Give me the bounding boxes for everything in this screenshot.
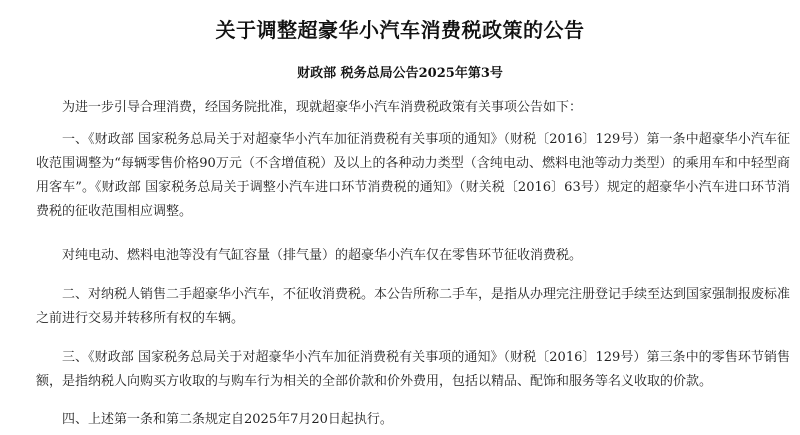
clause-two-paragraph: 二、对纳税人销售二手超豪华小汽车，不征收消费税。本公告所称二手车，是指从办理完注册登记手续至达到国家强制报废标准之前进行交易并转移所有权的车辆。 <box>36 287 791 326</box>
clause-four-paragraph: 四、上述第一条和第二条规定自2025年7月20日起执行。 <box>62 412 393 427</box>
clause-one-supplement-paragraph: 对纯电动、燃料电池等没有气缸容量（排气量）的超豪华小汽车仅在零售环节征收消费税。 <box>62 248 583 263</box>
document-title: 关于调整超豪华小汽车消费税政策的公告 <box>215 18 585 42</box>
intro-paragraph: 为进一步引导合理消费，经国务院批准，现就超豪华小汽车消费税政策有关事项公告如下： <box>62 100 583 115</box>
clause-three-paragraph: 三、《财政部 国家税务总局关于对超豪华小汽车加征消费税有关事项的通知》（财税〔2016〕129号）第三条中的零售环节销售额，是指纳税人向购买方收取的与购车行为相关的全部价款和价外费用，包括以精品、配饰和服务等名义收取的价款。 <box>36 350 790 389</box>
clause-one-paragraph: 一、《财政部 国家税务总局关于对超豪华小汽车加征消费税有关事项的通知》（财税〔2016〕129号）第一条中超豪华小汽车征收范围调整为“每辆零售价格90万元（不含增值税）及以上的各种动力类型（含纯电动、燃料电池等动力类型）的乘用车和中轻型商用客车”。《财政部 国家税务总局关于调整小汽车进口环节消费税的通知》（财关税〔2016〕63号）规定的超豪华小汽车进口环节消费税的征收范围相应调整。 <box>36 132 790 219</box>
document-number: 财政部 税务总局公告2025年第3号 <box>297 66 503 81</box>
